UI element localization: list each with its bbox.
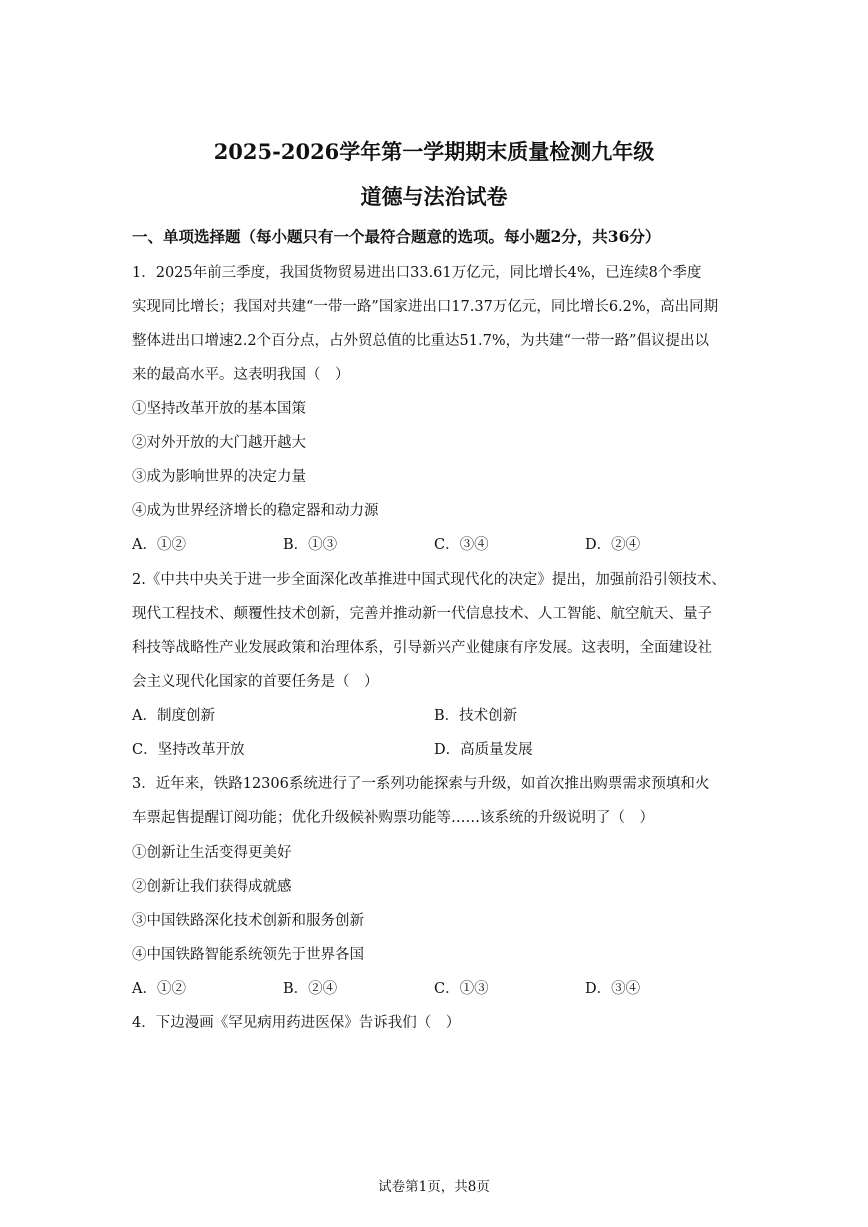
q1-line: 来的最高水平。这表明我国（ ） (132, 367, 350, 383)
q2-option-a: A．制度创新 (132, 708, 215, 724)
q3-statement: ④中国铁路智能系统领先于世界各国 (132, 947, 364, 963)
q2-option-c: C．坚持改革开放 (132, 742, 245, 758)
q1-option-a: A．①② (132, 537, 186, 553)
q4-line: 4．下边漫画《罕见病用药进医保》告诉我们（ ） (132, 1015, 461, 1031)
q3-option-b: B．②④ (283, 981, 338, 997)
q1-statement: ②对外开放的大门越开越大 (132, 435, 306, 451)
q2-line: 会主义现代化国家的首要任务是（ ） (132, 674, 379, 690)
q2-option-d: D．高质量发展 (434, 742, 533, 758)
q3-option-a: A．①② (132, 981, 186, 997)
exam-subject-title: 道德与法治试卷 (360, 184, 508, 209)
q3-option-c: C．①③ (434, 981, 489, 997)
q1-statement: ①坚持改革开放的基本国策 (132, 401, 306, 417)
q1-statement: ③成为影响世界的决定力量 (132, 469, 306, 485)
section-heading: 一、单项选择题（每小题只有一个最符合题意的选项。每小题2分，共36分） (132, 227, 661, 246)
q1-line: 整体进出口增速2.2个百分点，占外贸总值的比重达51.7%，为共建“一带一路”倡议提出以 (132, 333, 709, 349)
q3-line: 车票起售提醒订阅功能；优化升级候补购票功能等……该系统的升级说明了（ ） (132, 810, 654, 826)
q3-statement: ③中国铁路深化技术创新和服务创新 (132, 913, 364, 929)
exam-title: 2025-2026学年第一学期期末质量检测九年级 (213, 139, 655, 164)
q2-line: 现代工程技术、颠覆性技术创新，完善并推动新一代信息技术、人工智能、航空航天、量子 (132, 606, 712, 622)
q1-option-d: D．②④ (585, 537, 641, 553)
q3-line: 3．近年来，铁路12306系统进行了一系列功能探索与升级，如首次推出购票需求预填和火 (132, 776, 710, 792)
q1-line: 实现同比增长；我国对共建“一带一路”国家进出口17.37万亿元，同比增长6.2%，高出同期 (132, 299, 719, 315)
q1-option-c: C．③④ (434, 537, 489, 553)
q2-line: 2.《中共中央关于进一步全面深化改革推进中国式现代化的决定》提出，加强前沿引领技术、 (132, 572, 726, 588)
q1-statement: ④成为世界经济增长的稳定器和动力源 (132, 503, 379, 519)
q2-line: 科技等战略性产业发展政策和治理体系，引导新兴产业健康有序发展。这表明，全面建设社 (132, 640, 712, 656)
q3-option-d: D．③④ (585, 981, 641, 997)
q1-option-b: B．①③ (283, 537, 338, 553)
q1-line: 1．2025年前三季度，我国货物贸易进出口33.61万亿元，同比增长4%，已连续8个季度 (132, 265, 702, 281)
page-footer: 试卷第1页，共8页 (378, 1179, 490, 1195)
q2-option-b: B．技术创新 (434, 708, 518, 724)
q3-statement: ①创新让生活变得更美好 (132, 845, 292, 861)
q3-statement: ②创新让我们获得成就感 (132, 879, 292, 895)
